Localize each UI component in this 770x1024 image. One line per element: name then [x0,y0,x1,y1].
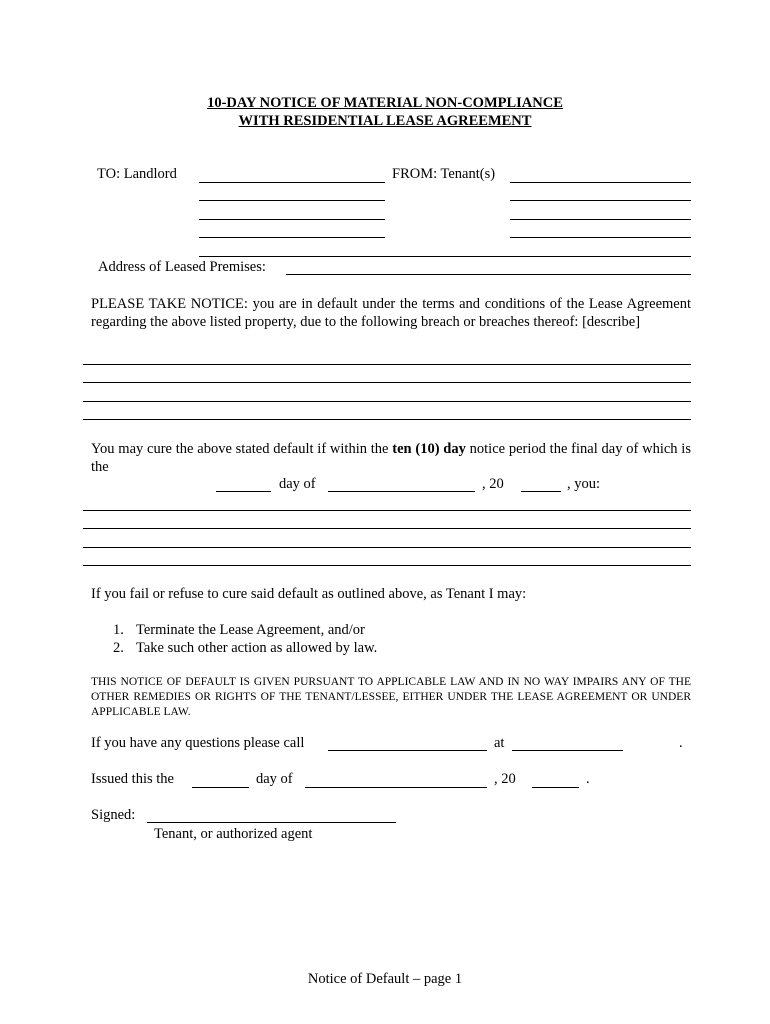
address-line[interactable] [286,274,691,275]
disclaimer-text: THIS NOTICE OF DEFAULT IS GIVEN PURSUANT TO APPLICABLE LAW AND IN NO WAY IMPAIRS ANY OF THE OTHER REMEDIES OR RIGHTS OF THE TENANT/LESSEE, EITHER UNDER THE LEASE AGREEMENT OR UNDER APPLICABLE LAW. [91,676,691,718]
page-footer: Notice of Default – page 1 [307,971,463,987]
landlord-line-3[interactable] [199,219,385,220]
list-item: Take such other action as allowed by law. [136,640,378,656]
parties-divider-line [199,256,691,257]
landlord-line-2[interactable] [199,200,385,201]
cure-bold-period: ten (10) day [392,441,466,457]
signature-caption: Tenant, or authorized agent [154,826,313,842]
issued-period: . [586,771,590,787]
breach-line-2[interactable] [83,382,691,383]
issued-day-of-label: day of [256,771,293,787]
tenant-line-4[interactable] [510,237,691,238]
location-line[interactable] [512,750,623,751]
cure-you-label: , you: [567,476,601,492]
cure-line-3[interactable] [83,547,691,548]
title-line-1: 10-DAY NOTICE OF MATERIAL NON-COMPLIANCE [207,95,563,111]
tenant-line-1[interactable] [510,182,691,183]
issued-label: Issued this the [91,771,174,787]
title-line-2: WITH RESIDENTIAL LEASE AGREEMENT [238,113,532,129]
fail-paragraph: If you fail or refuse to cure said default as outlined above, as Tenant I may: [91,586,527,602]
list-item-number: 2. [113,640,124,656]
questions-label: If you have any questions please call [91,735,305,751]
cure-day-of-label: day of [279,476,316,492]
cure-day-line[interactable] [216,491,271,492]
notice-paragraph: PLEASE TAKE NOTICE: you are in default under the terms and conditions of the Lease Agreement regarding the above listed property, due to the following breach or breaches thereof: [describe] [91,296,691,330]
issued-year-line[interactable] [532,787,579,788]
to-landlord-label: TO: Landlord [97,166,177,182]
landlord-line-1[interactable] [199,182,385,183]
phone-line[interactable] [328,750,487,751]
tenant-line-3[interactable] [510,219,691,220]
cure-year-line[interactable] [521,491,561,492]
cure-line-2[interactable] [83,528,691,529]
signature-line[interactable] [147,822,396,823]
cure-paragraph: You may cure the above stated default if within the ten (10) day notice period the final day of which is the [91,441,691,475]
breach-line-3[interactable] [83,401,691,402]
breach-line-4[interactable] [83,419,691,420]
issued-year-prefix: , 20 [494,771,516,787]
signed-label: Signed: [91,807,136,823]
issued-month-line[interactable] [305,787,487,788]
landlord-line-4[interactable] [199,237,385,238]
list-item-number: 1. [113,622,124,638]
list-item: Terminate the Lease Agreement, and/or [136,622,365,638]
tenant-line-2[interactable] [510,200,691,201]
questions-at-label: at [494,735,505,751]
breach-line-1[interactable] [83,364,691,365]
questions-period: . [679,735,683,751]
cure-month-line[interactable] [328,491,475,492]
cure-line-1[interactable] [83,510,691,511]
address-label: Address of Leased Premises: [98,259,266,275]
cure-year-prefix: , 20 [482,476,504,492]
from-tenant-label: FROM: Tenant(s) [392,166,496,182]
cure-line-4[interactable] [83,565,691,566]
issued-day-line[interactable] [192,787,249,788]
